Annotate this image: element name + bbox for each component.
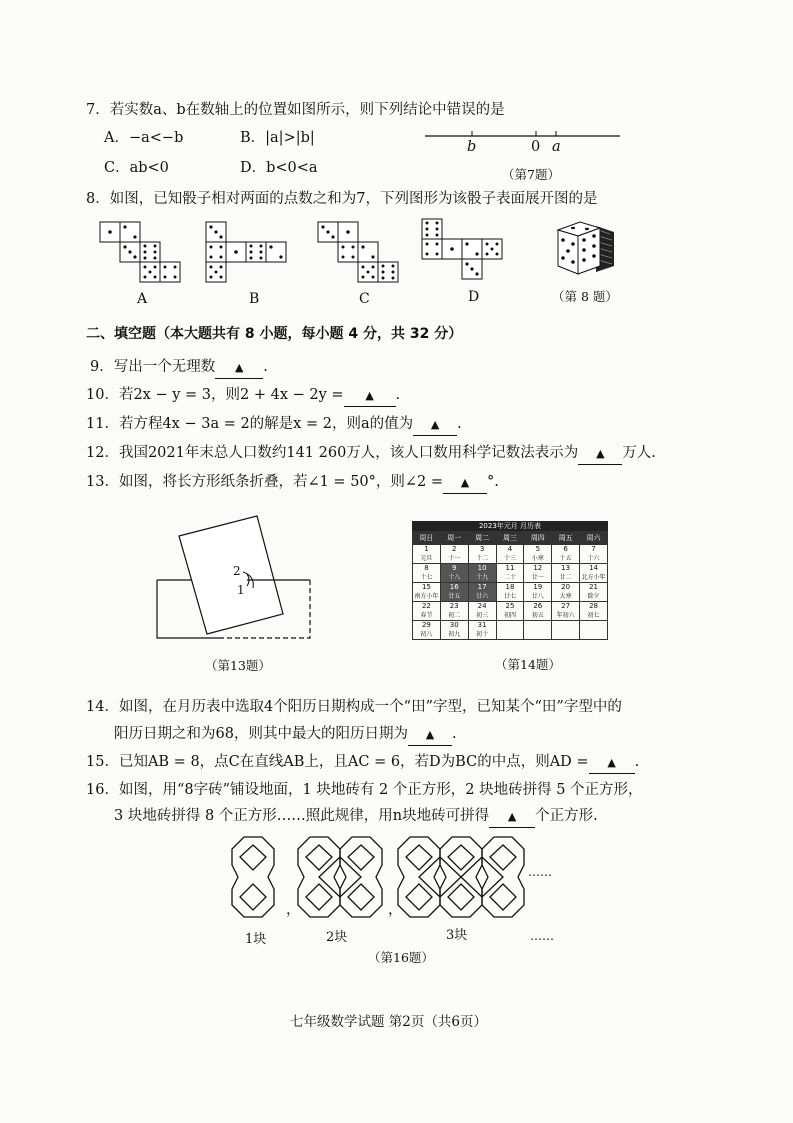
calendar-lunar-date: 十七: [420, 574, 433, 581]
calendar-lunar-date: 年初六: [556, 612, 575, 619]
q10-answer-blank: ▲: [344, 385, 396, 407]
q14-line1: 14．如图，在月历表中选取4个阳历日期构成一个“田”字型，已知某个“田”字型中的: [86, 699, 622, 715]
calendar-lunar-date: 北方小年: [581, 574, 606, 581]
calendar-lunar-date: 春节: [420, 612, 433, 619]
die-net-a: [100, 222, 190, 292]
calendar-day: [468, 602, 496, 621]
calendar-lunar-date: 廿七: [503, 593, 516, 600]
calendar-day: [468, 621, 496, 640]
calendar-lunar-date: 元旦: [420, 555, 433, 562]
calendar-day-number: 22: [421, 602, 431, 610]
calendar-day-number: 3: [479, 545, 485, 553]
calendar-day-number: 15: [421, 583, 431, 591]
calendar-week-row: [413, 621, 608, 640]
q13-answer-blank: ▲: [443, 472, 487, 494]
calendar-day: [552, 621, 580, 640]
calendar-day-number: 27: [561, 602, 571, 610]
calendar-day: [580, 545, 608, 564]
calendar-lunar-date: 初九: [448, 631, 461, 638]
fig16-label-3: 3块: [446, 928, 468, 943]
q11-answer-blank: ▲: [413, 414, 457, 436]
calendar-day: [524, 583, 552, 602]
fig16-dots-upper: ……: [528, 865, 552, 879]
calendar-day-number: 5: [535, 545, 541, 553]
calendar-day-number: 24: [477, 602, 487, 610]
q8-caption: （第 8 题）: [552, 289, 618, 304]
calendar-day-number: 20: [561, 583, 571, 591]
q9: 9．写出一个无理数 ▲ .: [90, 357, 268, 379]
calendar-lunar-date: 十八: [448, 574, 461, 581]
calendar-day-number: 16: [449, 583, 459, 591]
calendar-day-number: 7: [591, 545, 596, 553]
q7-axis-b: b: [467, 139, 477, 155]
die-net-b-label: B: [249, 291, 260, 307]
section-title-fill-blank: 二、填空题（本大题共有 8 小题，每小题 4 分，共 32 分）: [86, 326, 463, 342]
calendar-day: [524, 564, 552, 583]
calendar-lunar-date: 南方小年: [414, 593, 439, 600]
calendar-lunar-date: 小寒: [531, 555, 544, 562]
calendar-day-number: 23: [449, 602, 459, 610]
calendar-day-number: 14: [589, 564, 598, 572]
fig16-comma-1: ，: [286, 902, 301, 918]
calendar-lunar-date: 初八: [420, 631, 433, 638]
q15: 15．已知AB = 8，点C在直线AB上，且AC = 6，若D为BC的中点，则AD = ▲ .: [86, 752, 639, 774]
q7-axis-a: a: [552, 139, 561, 155]
calendar-lunar-date: 十二: [476, 555, 489, 562]
calendar-weekday: 周二: [468, 532, 496, 545]
calendar-day: [413, 564, 441, 583]
die-net-c-label: C: [359, 291, 370, 307]
fig16-dots-lower: ……: [530, 929, 554, 943]
calendar-day-number: 6: [563, 545, 568, 553]
calendar-day-number: 1: [424, 545, 429, 553]
die-net-c: [318, 222, 408, 292]
fig16-label-1: 1块: [245, 932, 267, 947]
calendar-lunar-date: 廿二: [559, 574, 572, 581]
die-net-d: [422, 219, 512, 289]
q13-caption: （第13题）: [205, 658, 271, 673]
calendar-week-row: [413, 564, 608, 583]
q7-stem: 7．若实数a、b在数轴上的位置如图所示，则下列结论中错误的是: [86, 102, 505, 118]
q16-answer-blank: ▲: [489, 806, 535, 828]
eight-brick-figure: [232, 835, 532, 925]
calendar-day-number: 9: [452, 564, 457, 572]
fig16-label-2: 2块: [326, 930, 348, 945]
calendar-day-number: 11: [505, 564, 515, 572]
calendar-lunar-date: 十三: [503, 555, 516, 562]
calendar-week-row: [413, 602, 608, 621]
calendar-lunar-date: 初四: [503, 612, 516, 619]
calendar-day-number: 25: [505, 602, 515, 610]
calendar-day-number: 12: [533, 564, 543, 572]
calendar-day: [468, 583, 496, 602]
q7-axis-zero: 0: [531, 139, 541, 155]
die-net-d-label: D: [468, 289, 480, 305]
calendar-day-number: 30: [449, 621, 459, 629]
calendar-weekday: 周一: [440, 532, 468, 545]
q7-option-b: B．|a|>|b|: [240, 130, 315, 146]
calendar-day: [580, 602, 608, 621]
calendar-lunar-date: 十六: [587, 555, 600, 562]
calendar-lunar-date: 十一: [448, 555, 461, 562]
calendar-title: 2023年元月 月历表: [412, 521, 608, 531]
calendar-lunar-date: 廿六: [476, 593, 489, 600]
calendar-week-row: [413, 545, 608, 564]
calendar-day: [496, 583, 524, 602]
calendar-weekday: 周六: [580, 532, 608, 545]
calendar-day: [524, 545, 552, 564]
calendar-lunar-date: 初十: [476, 631, 489, 638]
calendar-day: [496, 564, 524, 583]
calendar-weekday: 周日: [413, 532, 441, 545]
die-3d-figure: [552, 220, 622, 280]
calendar-day: [552, 602, 580, 621]
calendar-day-number: 17: [477, 583, 487, 591]
fig16-comma-2: ，: [388, 902, 403, 918]
calendar-day-number: 28: [589, 602, 598, 610]
q7-option-a: A．−a<−b: [104, 130, 184, 146]
calendar-day: [413, 621, 441, 640]
calendar-lunar-date: 初七: [587, 612, 600, 619]
calendar-day: [580, 564, 608, 583]
q7-number-line: [425, 128, 625, 158]
calendar-grid: [412, 531, 608, 640]
die-net-b: [206, 222, 296, 292]
q7-caption: （第7题）: [502, 167, 560, 182]
q8-stem: 8．如图，已知骰子相对两面的点数之和为7，下列图形为该骰子表面展开图的是: [86, 191, 598, 207]
calendar-lunar-date: 大寒: [559, 593, 572, 600]
calendar-day: [580, 621, 608, 640]
calendar-lunar-date: 廿八: [531, 593, 544, 600]
calendar-lunar-date: 初三: [476, 612, 489, 619]
q7-option-c: C．ab<0: [104, 160, 169, 176]
calendar-lunar-date: 初二: [448, 612, 461, 619]
calendar-day-number: 26: [533, 602, 543, 610]
calendar-day: [440, 545, 468, 564]
calendar-day: [552, 583, 580, 602]
calendar-day: [468, 545, 496, 564]
calendar-day: [524, 602, 552, 621]
calendar-week-row: [413, 583, 608, 602]
calendar-day-number: 8: [424, 564, 429, 572]
calendar-lunar-date: 二十: [503, 574, 516, 581]
q11: 11．若方程4x − 3a = 2的解是x = 2，则a的值为 ▲ .: [86, 414, 462, 436]
calendar-day-number: 18: [505, 583, 515, 591]
calendar-weekday: 周三: [496, 532, 524, 545]
calendar: [412, 521, 608, 640]
calendar-day: [413, 583, 441, 602]
calendar-day: [468, 564, 496, 583]
q12: 12．我国2021年末总人口数约141 260万人，该人口数用科学记数法表示为 ▲ 万人.: [86, 443, 656, 465]
calendar-day: [552, 545, 580, 564]
q7-option-d: D．b<0<a: [240, 160, 318, 176]
calendar-day: [413, 545, 441, 564]
calendar-day: [440, 602, 468, 621]
calendar-weekday: 周四: [524, 532, 552, 545]
q14-line2: 阳历日期之和为68，则其中最大的阳历日期为 ▲ .: [114, 724, 457, 746]
q16-caption: （第16题）: [368, 950, 434, 965]
angle-1-label: 1: [237, 583, 245, 597]
calendar-lunar-date: 十五: [559, 555, 572, 562]
q16-line1: 16．如图，用“8字砖”铺设地面，1 块地砖有 2 个正方形，2 块地砖拼得 5 个正方形，: [86, 782, 643, 798]
q13: 13．如图，将长方形纸条折叠，若∠1 = 50°，则∠2 = ▲ °.: [86, 472, 499, 494]
q12-answer-blank: ▲: [578, 443, 622, 465]
calendar-day: [524, 621, 552, 640]
calendar-lunar-date: 廿一: [531, 574, 544, 581]
calendar-day: [580, 583, 608, 602]
q14-caption: （第14题）: [495, 657, 561, 672]
angle-2-label: 2: [233, 564, 241, 578]
calendar-lunar-date: 十九: [476, 574, 489, 581]
calendar-lunar-date: 廿五: [448, 593, 461, 600]
calendar-day: [440, 564, 468, 583]
calendar-day-number: 31: [477, 621, 487, 629]
calendar-day: [440, 621, 468, 640]
calendar-day: [496, 602, 524, 621]
calendar-day-number: 13: [561, 564, 571, 572]
q16-line2: 3 块地砖拼得 8 个正方形……照此规律，用n块地砖可拼得 ▲ 个正方形.: [114, 806, 598, 828]
calendar-day: [552, 564, 580, 583]
q14-answer-blank: ▲: [408, 724, 452, 746]
calendar-day: [413, 602, 441, 621]
calendar-lunar-date: 除夕: [587, 593, 600, 600]
calendar-day-number: 19: [533, 583, 543, 591]
calendar-day-number: 10: [477, 564, 487, 572]
calendar-day-number: 21: [589, 583, 598, 591]
calendar-day: [496, 621, 524, 640]
calendar-lunar-date: 初五: [531, 612, 544, 619]
q9-answer-blank: ▲: [215, 357, 263, 379]
folded-strip-figure: [155, 516, 315, 646]
die-net-a-label: A: [137, 291, 148, 307]
q10: 10．若2x − y = 3，则2 + 4x − 2y = ▲ .: [86, 385, 400, 407]
calendar-day: [440, 583, 468, 602]
calendar-weekday: 周五: [552, 532, 580, 545]
calendar-day: [496, 545, 524, 564]
page-footer: 七年级数学试题 第2页（共6页）: [290, 1014, 487, 1030]
calendar-day-number: 29: [421, 621, 431, 629]
calendar-day-number: 4: [507, 545, 513, 553]
calendar-day-number: 2: [452, 545, 457, 553]
q15-answer-blank: ▲: [589, 752, 635, 774]
